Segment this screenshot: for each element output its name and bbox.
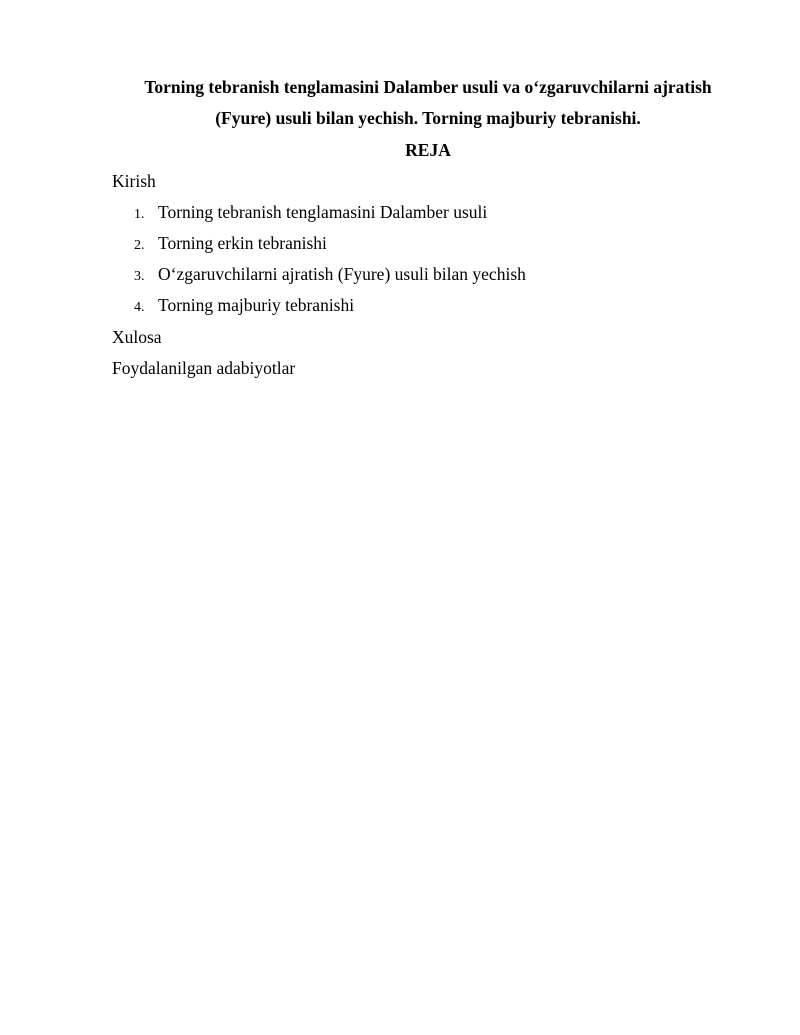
plan-item-text: Torning erkin tebranishi <box>158 233 327 253</box>
plan-item-text: Torning majburiy tebranishi <box>158 295 355 315</box>
intro-label: Kirish <box>112 171 156 191</box>
plan-item-number: 2. <box>134 238 145 253</box>
plan-item-3 <box>134 259 526 292</box>
conclusion-label: Xulosa <box>112 327 162 347</box>
plan-item-text: Torning tebranish tenglamasini Dalamber usuli <box>158 202 488 222</box>
plan-item-text: O‘zgaruvchilarni ajratish (Fyure) usuli bilan yechish <box>158 264 526 284</box>
plan-item-number: 4. <box>134 300 145 315</box>
plan-item-number: 3. <box>134 269 145 284</box>
title-line-2: (Fyure) usuli bilan yechish. Torning majburiy tebranishi. <box>215 108 641 128</box>
title-line-1: Torning tebranish tenglamasini Dalamber usuli va o‘zgaruvchilarni ajratish <box>144 77 712 97</box>
plan-item-number: 1. <box>134 207 145 222</box>
references-label: Foydalanilgan adabiyotlar <box>112 358 296 378</box>
plan-item-4 <box>134 290 354 323</box>
plan-heading: REJA <box>405 140 451 160</box>
plan-item-2 <box>134 228 327 261</box>
plan-item-1 <box>134 197 487 230</box>
document-title <box>112 72 744 134</box>
